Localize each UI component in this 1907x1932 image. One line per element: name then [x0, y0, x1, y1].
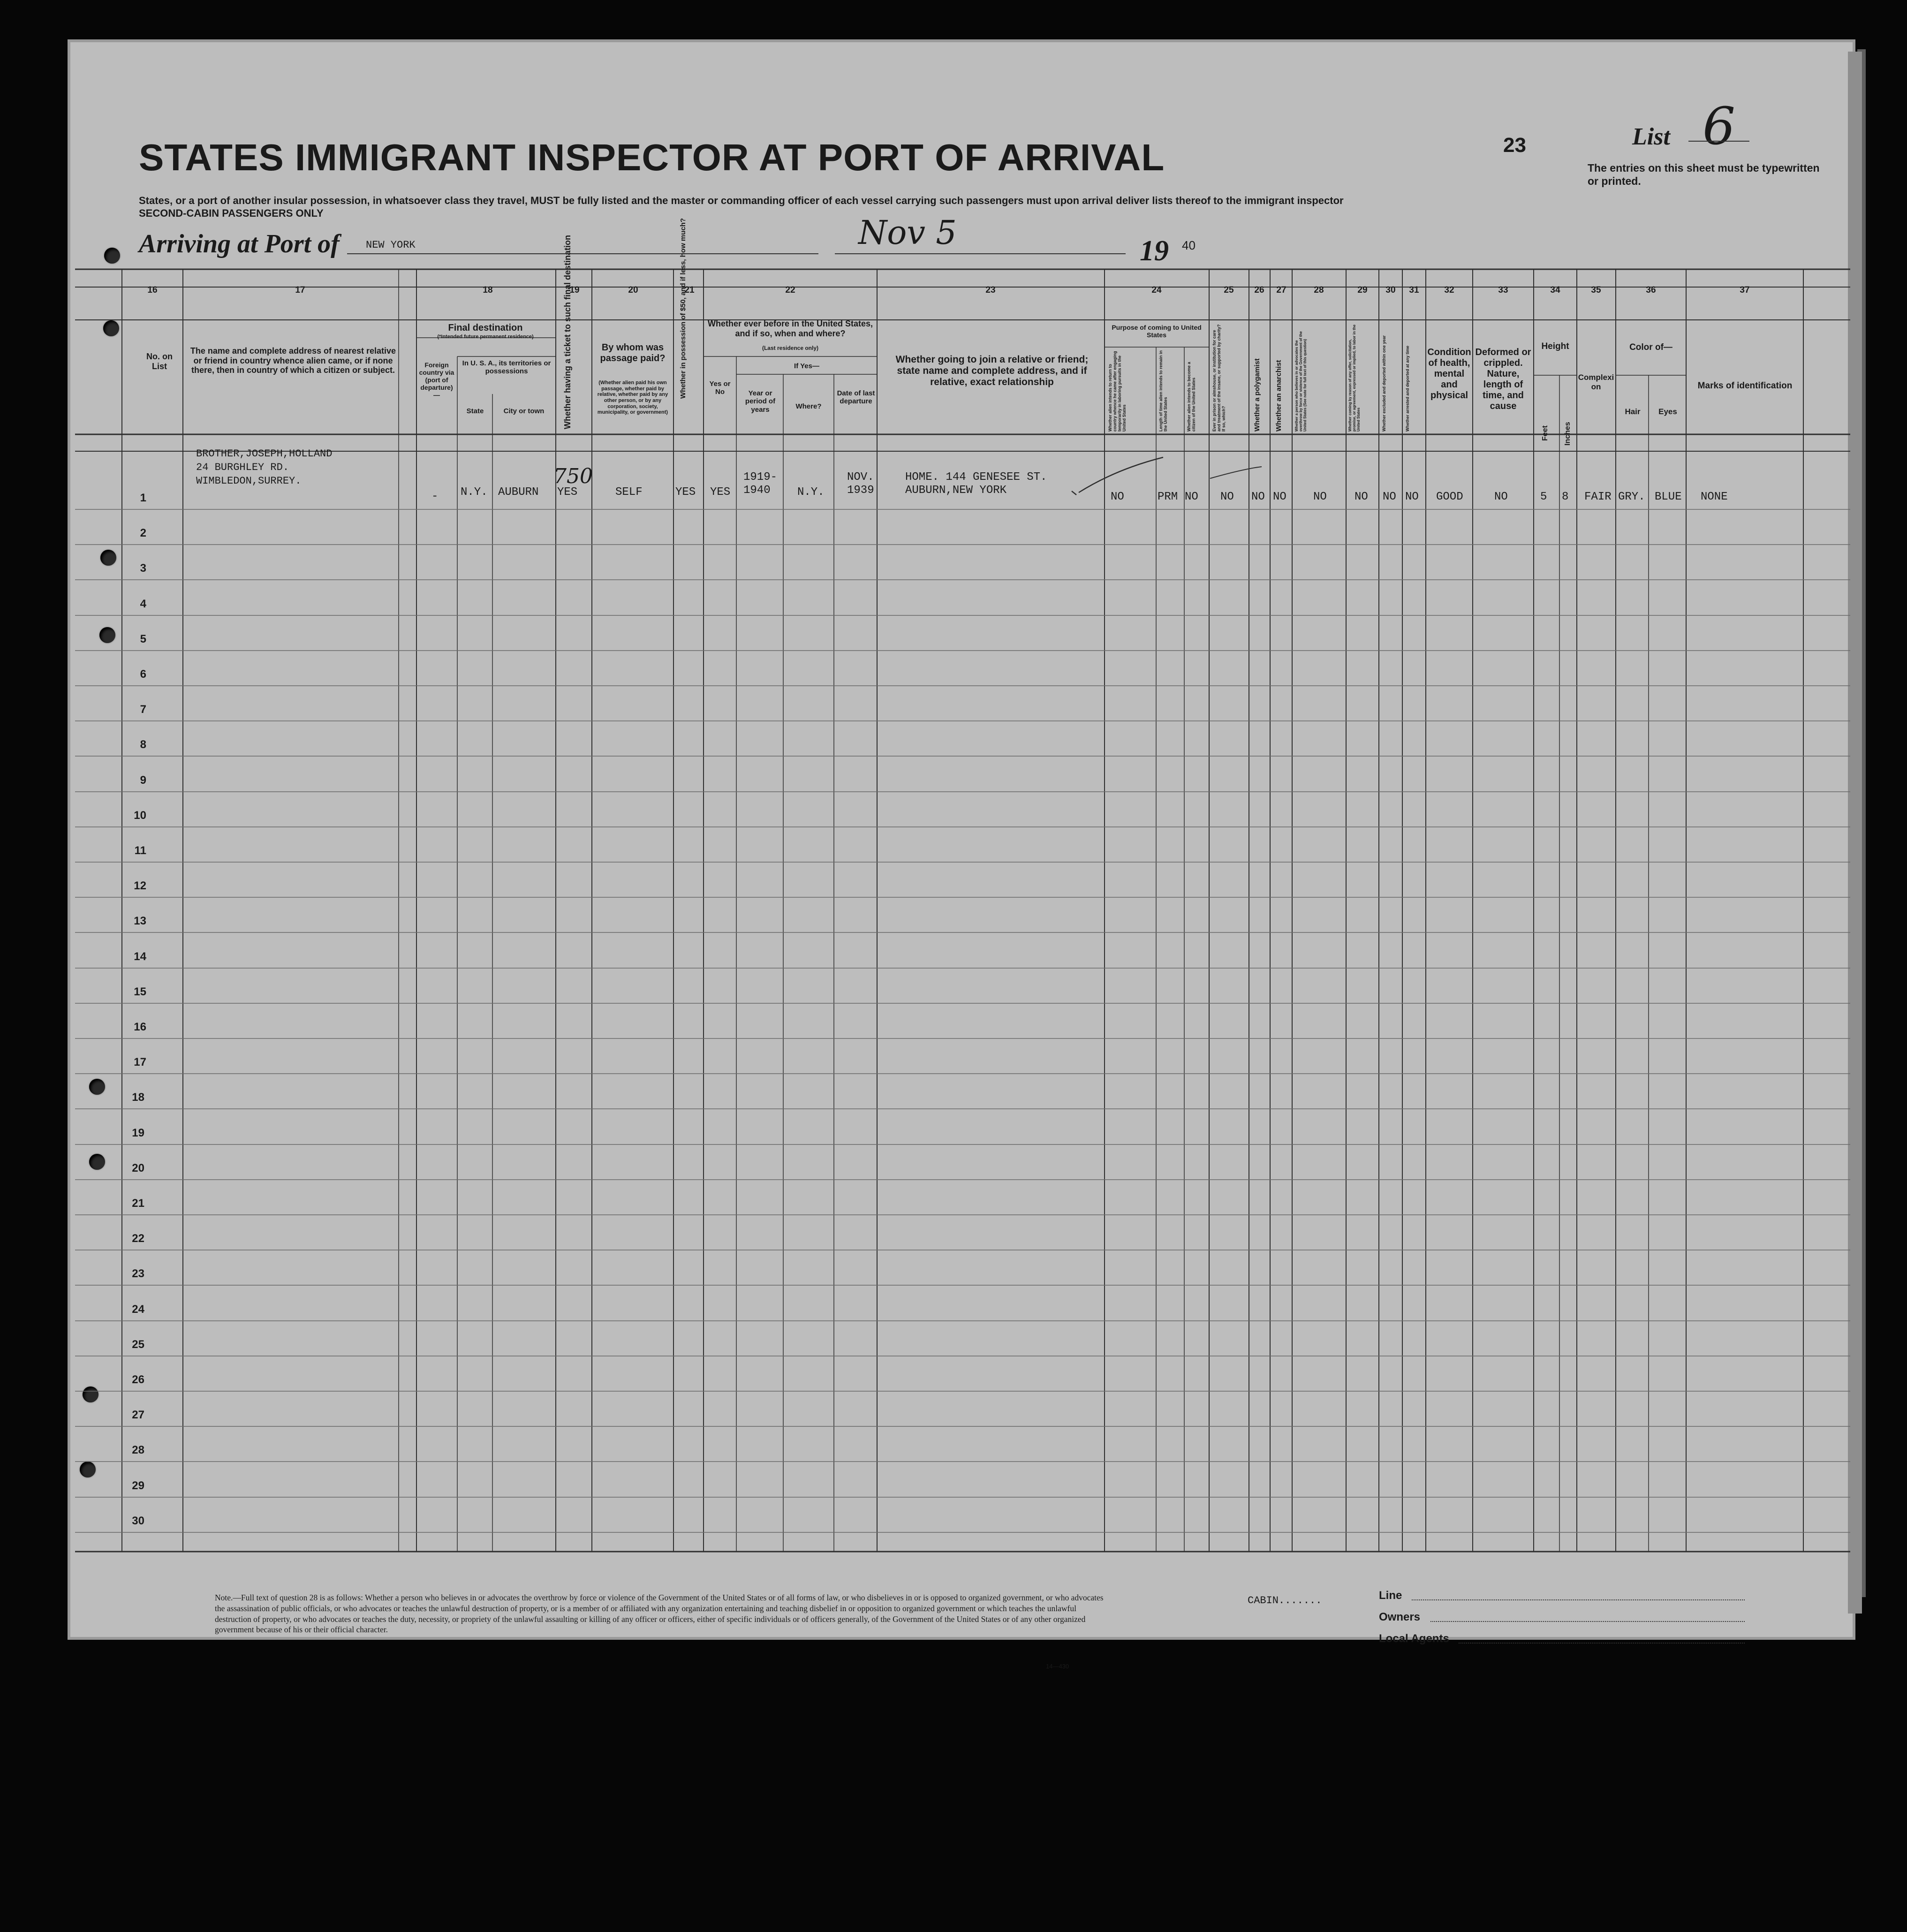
row-number: 9 — [140, 774, 146, 787]
col-28-number: 28 — [1314, 285, 1324, 295]
col-17-number: 17 — [295, 285, 305, 295]
purpose-citizen: NO — [1185, 491, 1198, 503]
dest-state: N.Y. — [461, 486, 488, 499]
row-number: 20 — [132, 1162, 144, 1174]
complexion-value: FAIR — [1584, 491, 1612, 503]
col-35-number: 35 — [1591, 285, 1601, 295]
row-number: 25 — [132, 1338, 144, 1351]
row-number: 4 — [140, 598, 146, 610]
relative-street: 24 BURGHLEY RD. — [196, 462, 289, 473]
row-number: 7 — [140, 703, 146, 716]
row-number: 10 — [134, 809, 146, 822]
relative-town: WIMBLEDON,SURREY. — [196, 475, 302, 487]
col-25-number: 25 — [1224, 285, 1234, 295]
col-30-number: 30 — [1385, 285, 1396, 295]
form-number: 14—430 — [1046, 1663, 1069, 1670]
row-number: 15 — [134, 985, 146, 998]
col-33-header: Deformed or crippled. Nature, length of time, and cause — [1475, 347, 1531, 411]
col-22-ifyes: If Yes— — [794, 362, 819, 370]
col-34-inches-header: Inches — [1564, 422, 1572, 446]
purpose-length: PRM — [1158, 491, 1178, 503]
row-number: 8 — [140, 738, 146, 751]
port-value: NEW YORK — [366, 239, 416, 251]
col-16-number: 16 — [147, 285, 158, 295]
row-number: 18 — [132, 1091, 144, 1104]
col-25-header: Ever in prison or almshouse, or institution for care and treatment of the insane, or supported by charity? If so, which? — [1212, 324, 1226, 432]
col-18-number: 18 — [483, 285, 493, 295]
arriving-label: Arriving at Port of — [139, 229, 340, 258]
ticket-value: YES — [557, 486, 578, 499]
row-number: 1 — [140, 492, 146, 504]
col-18-usa-header: In U. S. A., its territories or possessions — [462, 359, 551, 376]
line-field — [1412, 1599, 1745, 1600]
col-35-header: Complexion — [1578, 373, 1614, 391]
instruction-line: States, or a port of another insular possession, in whatsoever class they travel, MUST be fully listed and the master or commanding officer of each vessel carrying such passengers must upon arrival deliver lists thereof to the immigrant inspector — [139, 195, 1344, 206]
col-36-number: 36 — [1646, 285, 1656, 295]
line-label: Line — [1379, 1589, 1402, 1602]
row-number: 19 — [132, 1127, 144, 1139]
cabin-label: CABIN....... — [1248, 1595, 1322, 1606]
col-24-header: Purpose of coming to United States — [1112, 324, 1202, 339]
col-27-number: 27 — [1276, 285, 1286, 295]
col-20-number: 20 — [628, 285, 638, 295]
q30-value: NO — [1383, 491, 1396, 503]
col-34-feet-header: Feet — [1541, 425, 1549, 441]
last-departure-year: 1939 — [847, 484, 874, 497]
row-number: 5 — [140, 633, 146, 645]
col-36-hair-header: Hair — [1625, 407, 1641, 416]
relative-name: BROTHER,JOSEPH,HOLLAND — [196, 448, 333, 460]
q31-value: NO — [1405, 491, 1419, 503]
col-24-length-header: Length of time alien intends to remain in the United States — [1158, 350, 1168, 432]
page-title: STATES IMMIGRANT INSPECTOR AT PORT OF ARRIVAL — [139, 136, 1165, 178]
health-value: GOOD — [1436, 491, 1463, 503]
dest-city: AUBURN — [498, 486, 539, 499]
col-18-city-header: City or town — [503, 407, 545, 415]
col-20-subheader: (Whether alien paid his own passage, whether paid by relative, whether paid by any other person, or by any corporation, society, municipality, or government) — [597, 380, 668, 416]
arrival-date: Nov 5 — [858, 213, 957, 252]
col-22-date-header: Date of last departure — [837, 389, 875, 406]
col-29-header: Whether coming by reason of any offer, solicitation, promise, or agreement, expressed or implied, to labor in the United States — [1348, 324, 1361, 432]
col-36-eyes-header: Eyes — [1658, 407, 1677, 416]
col-19-header: Whether having a ticket to such final destination — [563, 235, 572, 429]
local-agents-label: Local Agents — [1379, 1632, 1449, 1645]
list-label: List — [1632, 123, 1670, 150]
col-31-header: Whether arrested and deported at any time — [1405, 345, 1410, 432]
row-number: 16 — [134, 1021, 146, 1033]
polygamist-value: NO — [1251, 491, 1265, 503]
typewritten-instruction: The entries on this sheet must be typewritten or printed. — [1588, 162, 1820, 187]
local-agents-field — [1459, 1643, 1745, 1644]
where-value: N.Y. — [797, 486, 825, 499]
passage-paid-by: SELF — [615, 486, 643, 499]
col-18-header: Final destination — [448, 323, 523, 333]
col-34-header: Height — [1541, 341, 1569, 351]
col-29-number: 29 — [1357, 285, 1368, 295]
height-inches: 8 — [1562, 491, 1569, 503]
join-address-line2: AUBURN,NEW YORK — [905, 484, 1007, 497]
row-number: 22 — [132, 1232, 144, 1245]
col-23-number: 23 — [985, 285, 996, 295]
col-19-number: 19 — [569, 285, 580, 295]
row-number: 26 — [132, 1373, 144, 1386]
ticket-handwritten-mark: 750 — [553, 464, 593, 488]
col-22-subheader: (Last residence only) — [762, 345, 819, 351]
row-number: 3 — [140, 562, 146, 575]
q29-value: NO — [1355, 491, 1368, 503]
row-number: 14 — [134, 950, 146, 963]
row-number: 17 — [134, 1056, 146, 1068]
join-address-line1: HOME. 144 GENESEE ST. — [905, 471, 1047, 484]
col-21-header: Whether in possession of $50, and if less, how much? — [679, 218, 687, 399]
col-34-number: 34 — [1550, 285, 1560, 295]
owners-field — [1430, 1621, 1745, 1622]
col-18-subheader: (*Intended future permanent residence) — [437, 334, 534, 340]
year-value: 40 — [1182, 238, 1196, 252]
col-23-header: Whether going to join a relative or friend; state name and complete address, and if relative, exact relationship — [895, 354, 1089, 388]
hair-value: GRY. — [1618, 491, 1645, 503]
col-24-number: 24 — [1151, 285, 1162, 295]
row-number: 13 — [134, 915, 146, 927]
row-number: 11 — [134, 844, 146, 857]
row-number: 12 — [134, 879, 146, 892]
row-number: 29 — [132, 1479, 144, 1492]
col-22-number: 22 — [785, 285, 795, 295]
col-21-number: 21 — [684, 285, 695, 295]
row-number: 6 — [140, 668, 146, 681]
cabin-class: SECOND-CABIN PASSENGERS ONLY — [139, 207, 324, 219]
owners-label: Owners — [1379, 1611, 1421, 1623]
col-16-header: No. on List — [146, 352, 173, 371]
col-20-header: By whom was passage paid? — [600, 342, 666, 364]
q28-value: NO — [1313, 491, 1327, 503]
col-32-number: 32 — [1444, 285, 1454, 295]
height-feet: 5 — [1540, 491, 1547, 503]
row-number: 23 — [132, 1267, 144, 1280]
col-17-header: The name and complete address of nearest relative or friend in country whence alien came, or if none there, then in country of which a citizen or subject. — [190, 346, 396, 375]
col-28-header: Whether a person who believes in or advocates the overthrow by force or violence of the Government of the United States (See note for full text of this question) — [1294, 331, 1307, 432]
col-22-yesno-header: Yes or No — [709, 380, 731, 396]
col-22-header: Whether ever before in the United States, and if so, when and where? — [707, 319, 873, 338]
col-27-header: Whether an anarchist — [1275, 360, 1283, 432]
col-37-number: 37 — [1740, 285, 1750, 295]
col-26-header: Whether a polygamist — [1253, 358, 1261, 432]
row-number: 2 — [140, 527, 146, 539]
sheet-number: 23 — [1503, 134, 1526, 157]
year-prefix: 19 — [1140, 235, 1169, 267]
col-22-years-header: Year or period of years — [745, 389, 776, 414]
col-26-number: 26 — [1254, 285, 1264, 295]
purpose-return: NO — [1111, 491, 1124, 503]
row-number: 27 — [132, 1409, 144, 1421]
row-number: 24 — [132, 1303, 144, 1316]
foreign-via: - — [431, 490, 439, 503]
list-number: 6 — [1703, 96, 1735, 156]
col-37-header: Marks of identification — [1697, 381, 1793, 391]
years-end: 1940 — [743, 484, 771, 497]
question-28-note: Note.—Full text of question 28 is as follows: Whether a person who believes in or advocates the overthrow by force or violence of the Government of the United States or of all forms of law, or who disbelieves in or is opposed to organized government, or who advocates the assassination of public officials, or who advocates or teaches the unlawful destruction of property, or is a member of or affiliated with any organization entertaining and teaching disbelief in or opposition to organized government or which teaches the unlawful destruction of property, or who advocates or teaches the duty, necessity, or propriety of the unlawful assaulting or killing of any officer or officers, either of specific individuals or of officers generally, of the Government of the United States or of any other organized government because of his or their official character. — [215, 1593, 1104, 1635]
deformed-value: NO — [1494, 491, 1508, 503]
col-33-number: 33 — [1498, 285, 1508, 295]
prison-value: NO — [1220, 491, 1234, 503]
marks-value: NONE — [1701, 491, 1728, 503]
col-30-header: Whether excluded and deported within one year — [1382, 335, 1386, 432]
col-32-header: Condition of health, mental and physical — [1427, 347, 1471, 401]
before-in-us: YES — [710, 486, 731, 499]
has-50-dollars: YES — [675, 486, 696, 499]
eyes-value: BLUE — [1655, 491, 1682, 503]
col-24-citizen-header: Whether alien intends to become a citizen of the United States — [1187, 362, 1196, 432]
row-number: 28 — [132, 1444, 144, 1456]
row-number: 21 — [132, 1197, 144, 1210]
col-18-foreign-header: Foreign country via (port of departure)— — [419, 361, 454, 399]
anarchist-value: NO — [1273, 491, 1286, 503]
years-start: 1919- — [743, 471, 778, 484]
col-24-return-header: Whether alien intends to return to country whence he came after engaging temporarily in laboring pursuits in the United States — [1108, 351, 1127, 432]
col-18-state-header: State — [466, 407, 484, 415]
col-22-where-header: Where? — [795, 402, 822, 410]
last-departure-month: NOV. — [847, 471, 874, 484]
col-36-header: Color of— — [1629, 342, 1672, 352]
col-31-number: 31 — [1409, 285, 1419, 295]
row-number: 30 — [132, 1515, 144, 1527]
